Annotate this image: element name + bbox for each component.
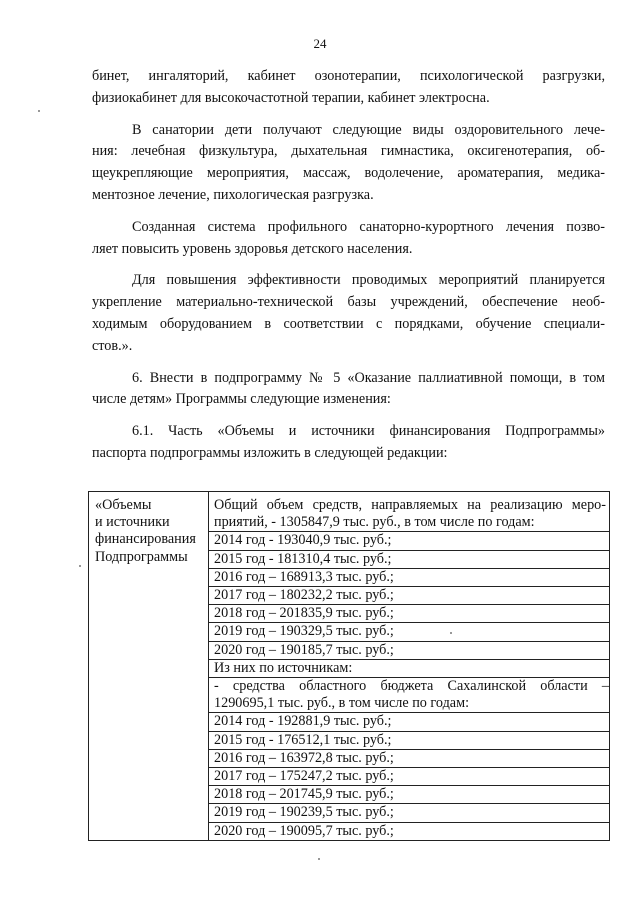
- paragraph: [92, 421, 605, 465]
- regional-line: - средства областного бюджета Сахалинской области –: [209, 677, 609, 695]
- text-line: В санатории дети получают следующие виды оздоровительного лече-: [132, 121, 605, 138]
- year-line: 2014 год - 192881,9 тыс. руб.;: [209, 712, 609, 730]
- label-line: финансирования: [95, 531, 196, 548]
- financing-table: [88, 491, 610, 841]
- text-line: Для повышения эффективности проводимых мероприятий планируется: [132, 272, 605, 289]
- year-line: 2019 год – 190329,5 тыс. руб.;: [209, 622, 609, 640]
- text-line: щеукрепляющие мероприятия, массаж, водолечение, ароматерапия, медика-: [92, 165, 605, 182]
- page-number: 24: [313, 36, 327, 51]
- scan-speck: [318, 858, 320, 860]
- table-label-cell: [89, 492, 209, 841]
- paragraph: [92, 217, 605, 261]
- table-row: [89, 492, 610, 841]
- text-line: физиокабинет для высокочастотной терапии, кабинет электросна.: [92, 89, 490, 106]
- text-line: 6. Внести в подпрограмму № 5 «Оказание паллиативной помощи, в том: [132, 369, 605, 386]
- text-line: ляет повысить уровень здоровья детского населения.: [92, 240, 413, 257]
- text-line: стов.».: [92, 337, 133, 354]
- table-value-cell: [209, 492, 610, 841]
- paragraph: [92, 66, 605, 110]
- text-line: ментозное лечение, пихологическая разгрузка.: [92, 186, 374, 203]
- total-line: Общий объем средств, направляемых на реализацию меро-: [214, 497, 606, 513]
- total-line: приятий, - 1305847,9 тыс. руб., в том числе по годам:: [214, 514, 535, 531]
- year-line: 2014 год - 193040,9 тыс. руб.;: [209, 531, 609, 549]
- sources-heading: Из них по источникам:: [209, 659, 609, 677]
- year-line: 2016 год – 168913,3 тыс. руб.;: [209, 568, 609, 586]
- year-line: 2015 год - 176512,1 тыс. руб.;: [209, 731, 609, 749]
- label-line: «Объемы: [95, 497, 152, 513]
- text-line: ходимым оборудованием в соответствии с порядками, обучение специали-: [92, 315, 605, 332]
- text-line: укрепление материально-технической базы учреждений, обеспечение необ-: [92, 294, 605, 311]
- year-line: 2020 год – 190095,7 тыс. руб.;: [209, 822, 609, 840]
- text-line: Созданная система профильного санаторно-курортного лечения позво-: [132, 218, 605, 235]
- label-line: Подпрограммы: [95, 548, 188, 565]
- year-line: 2018 год – 201835,9 тыс. руб.;: [209, 604, 609, 622]
- label-line: и источники: [95, 514, 170, 531]
- year-line: 2018 год – 201745,9 тыс. руб.;: [209, 785, 609, 803]
- year-line: 2020 год – 190185,7 тыс. руб.;: [209, 641, 609, 659]
- text-line: числе детям» Программы следующие изменения:: [92, 391, 391, 408]
- scan-speck: [450, 632, 452, 634]
- text-line: бинет, ингаляторий, кабинет озонотерапии, психологической разгрузки,: [92, 68, 605, 84]
- scan-speck: [38, 110, 40, 112]
- scan-speck: [79, 565, 81, 567]
- paragraph: [92, 120, 605, 207]
- year-line: 2015 год - 181310,4 тыс. руб.;: [209, 550, 609, 568]
- paragraph: [92, 270, 605, 357]
- year-line: 2019 год – 190239,5 тыс. руб.;: [209, 803, 609, 821]
- year-line: 2017 год – 175247,2 тыс. руб.;: [209, 767, 609, 785]
- year-line: 2017 год – 180232,2 тыс. руб.;: [209, 586, 609, 604]
- year-line: 2016 год – 163972,8 тыс. руб.;: [209, 749, 609, 767]
- paragraph: [92, 368, 605, 412]
- text-line: 6.1. Часть «Объемы и источники финансирования Подпрограммы»: [132, 423, 605, 440]
- regional-line: 1290695,1 тыс. руб., в том числе по годам:: [214, 695, 470, 712]
- text-line: паспорта подпрограммы изложить в следующей редакции:: [92, 444, 448, 461]
- body-text: [92, 66, 605, 465]
- text-line: ния: лечебная физкультура, дыхательная гимнастика, оксигенотерапия, об-: [92, 143, 605, 160]
